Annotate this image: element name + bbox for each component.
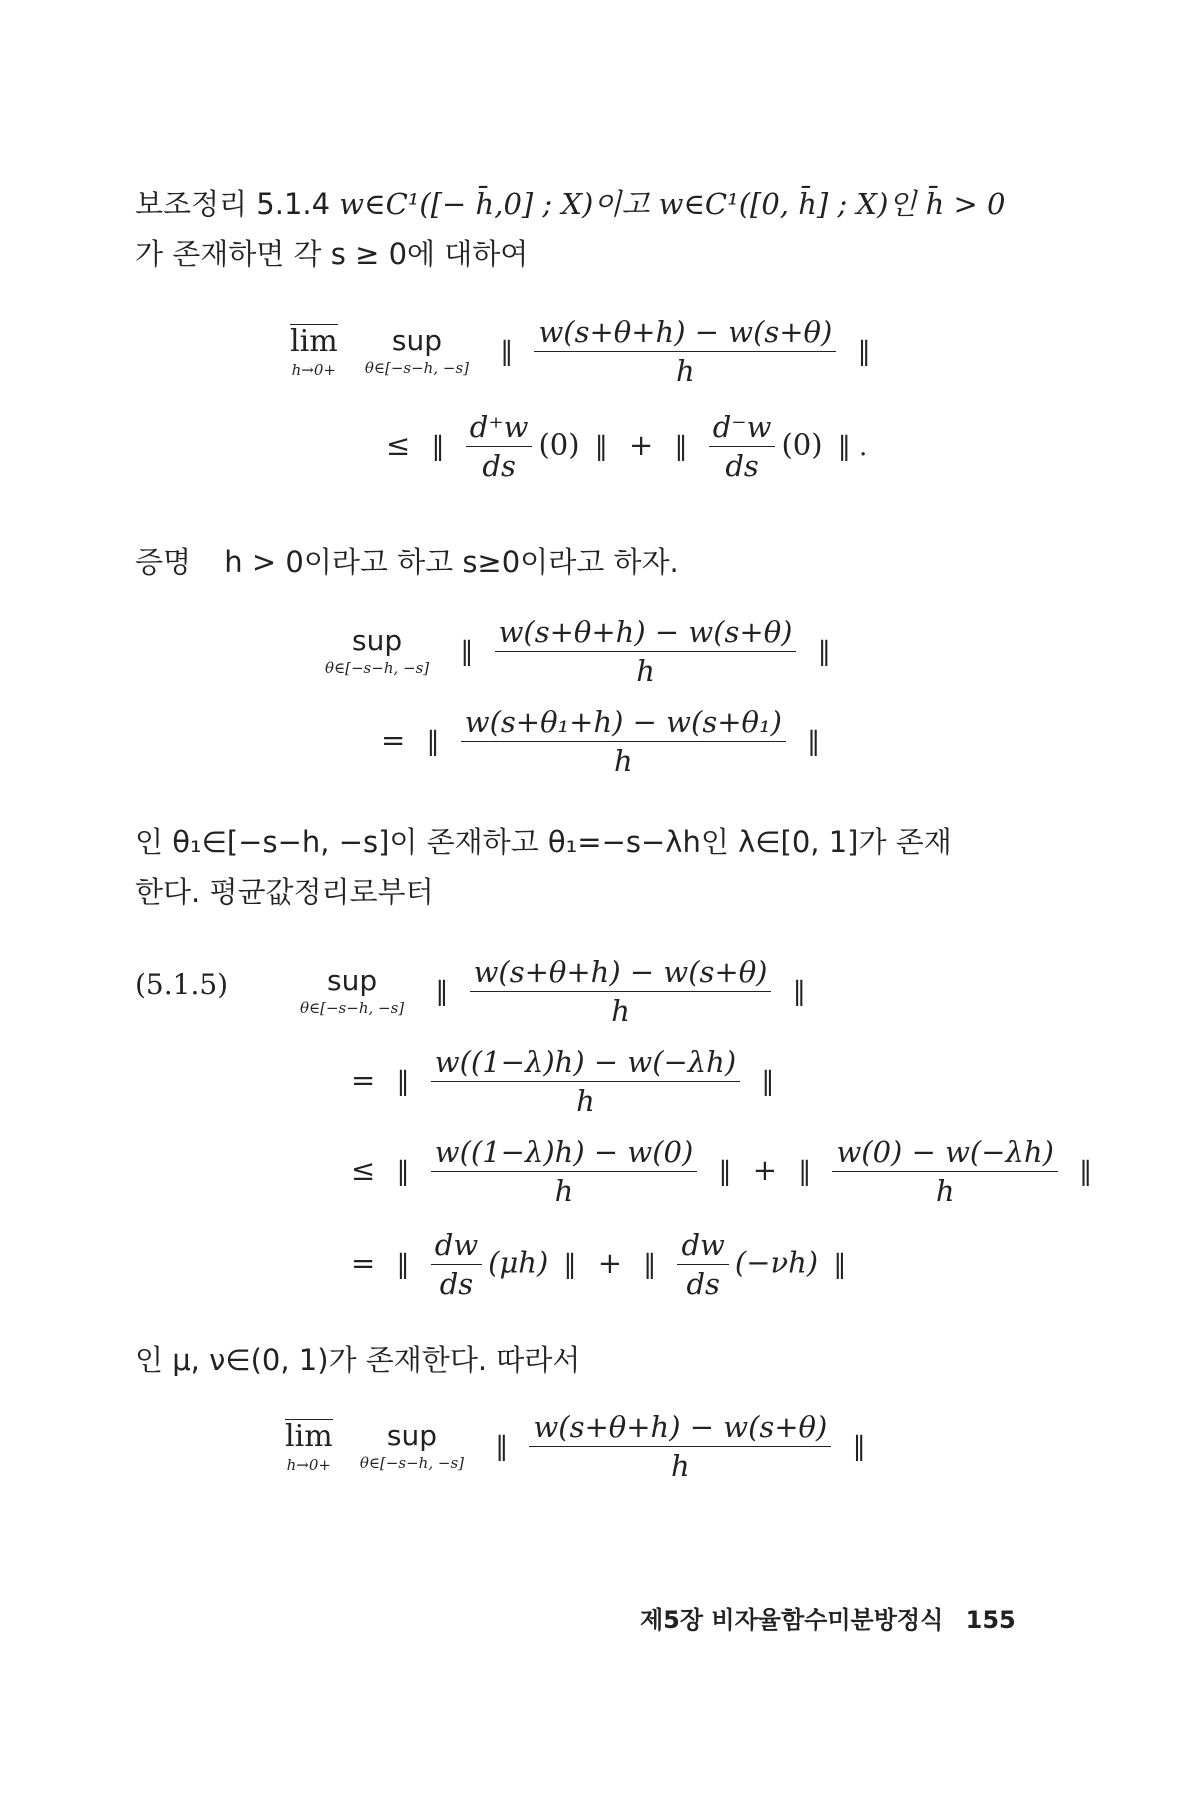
proof-line-2: 인 θ₁∈[−s−h, −s]이 존재하고 θ₁=−s−λh인 λ∈[0, 1]가 존재 <box>135 825 952 859</box>
page-footer <box>640 1600 1016 1635</box>
sup-operator: sup θ∈[−s−h, −s] <box>300 963 405 1017</box>
proof-equation-1: sup θ∈[−s−h, −s] ‖ $\frac{w(s+\theta+h) - w(s+\theta)}{h}$ ‖ <box>325 615 831 688</box>
equation-number: (5.1.5) <box>135 968 229 1001</box>
lemma-text-1: w∈C¹([− h̄,0] ; X)이고 w∈C¹([0, h̄] ; X)인 h̄ > 0 <box>339 187 1006 221</box>
eq515-row-1: sup θ∈[−s−h, −s] ‖ $\frac{w(s+\theta+h) - w(s+\theta)}{h}$ ‖ <box>300 955 806 1028</box>
left-derivative: $\frac{d^-w}{ds}$ <box>709 410 776 483</box>
lemma-label: 보조정리 5.1.4 <box>135 187 331 221</box>
lemma-text-2: 가 존재하면 각 s ≥ 0에 대하여 <box>135 237 529 271</box>
lemma-equation-row-2: ≤ ‖ $\frac{d^+w}{ds}$ (0) ‖ + ‖ $\frac{d^-w}{ds}$ (0) ‖ . <box>386 410 868 483</box>
proof-label: 증명 <box>135 545 192 579</box>
limsup-operator: lim h→0+ <box>285 1419 333 1474</box>
lemma-line-1 <box>135 182 1006 223</box>
chapter-title: 제5장 비자율함수미분방정식 <box>640 1606 944 1634</box>
eq515-row-3: ≤ ‖ $\frac{w((1-\lambda)h) - w(0)}{h}$ ‖ + ‖ $\frac{w(0) - w(-\lambda h)}{h}$ ‖ <box>351 1135 1093 1208</box>
right-derivative: $\frac{d^+w}{ds}$ <box>466 410 533 483</box>
eq515-row-2: = ‖ $\frac{w((1-\lambda)h) - w(-\lambda h)}{h}$ ‖ <box>351 1045 775 1118</box>
sup-operator: sup θ∈[−s−h, −s] <box>364 323 469 377</box>
lemma-line-2 <box>135 232 528 273</box>
eq515-row-4: = ‖ $\frac{dw}{ds}$ (μh) ‖ + ‖ $\frac{dw}{ds}$ (−νh) ‖ <box>351 1228 847 1301</box>
proof-line-3: 한다. 평균값정리로부터 <box>135 875 434 909</box>
proof-equation-2: = ‖ $\frac{\text{w(s+θ₁+h) − w(s+θ₁)}}{h}$ ‖ <box>381 705 821 778</box>
limsup-operator: lim h→0+ <box>290 324 338 379</box>
lemma-equation-row-1: lim h→0+ sup θ∈[−s−h, −s] ‖ $\frac{w(s+\theta+h) - w(s+\theta)}{h}$ ‖ <box>290 315 871 388</box>
sup-operator: sup θ∈[−s−h, −s] <box>325 623 430 677</box>
proof-line-4: 인 μ, ν∈(0, 1)가 존재한다. 따라서 <box>135 1343 581 1377</box>
sup-operator: sup θ∈[−s−h, −s] <box>359 1418 464 1472</box>
page-number: 155 <box>965 1606 1016 1634</box>
difference-quotient: $\frac{w(s+\theta+h) - w(s+\theta)}{h}$ <box>534 315 836 388</box>
proof-line-1: 증명 h > 0이라고 하고 s≥0이라고 하자. <box>135 545 679 579</box>
final-equation: lim h→0+ sup θ∈[−s−h, −s] ‖ $\frac{w(s+\theta+h) - w(s+\theta)}{h}$ ‖ <box>285 1410 866 1483</box>
